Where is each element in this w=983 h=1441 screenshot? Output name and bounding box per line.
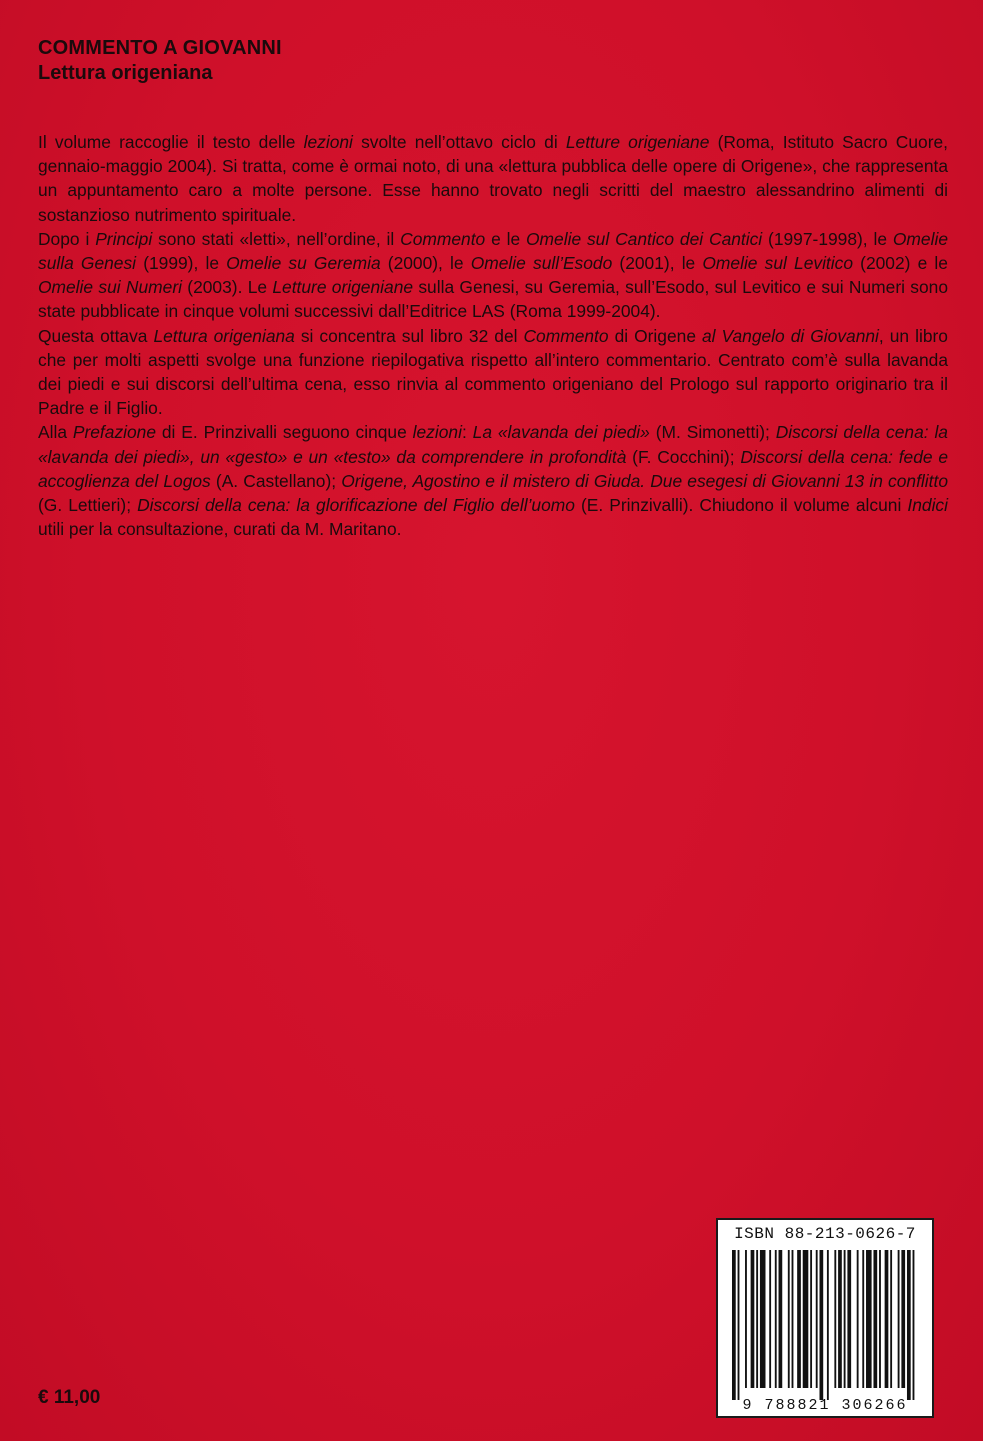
- text-run: sono stati «letti», nell’ordine, il: [152, 228, 401, 249]
- book-subtitle: Lettura origeniana: [38, 62, 213, 84]
- text-run: (1997-1998), le: [762, 228, 893, 249]
- text-run: (G. Lettieri);: [38, 495, 138, 516]
- italic-text-run: Letture origeniane: [565, 132, 710, 152]
- text-run: di E. Prinzivalli seguono cinque: [156, 422, 413, 443]
- italic-text-run: Origene, Agostino e il mistero di Giuda. Due esegesi di Giovanni 13 in conflitto: [341, 470, 948, 491]
- text-run: e le: [485, 228, 527, 249]
- text-run: (E. Prinzivalli). Chiudono il volume alcuni: [574, 495, 908, 516]
- italic-text-run: Lettura origeniana: [153, 325, 295, 346]
- price-label: € 11,00: [38, 1387, 101, 1408]
- book-title: COMMENTO A GIOVANNI: [38, 37, 282, 59]
- italic-text-run: Omelie sulla Genesi: [38, 228, 948, 274]
- italic-text-run: Discorsi della cena: la glorificazione del Figlio dell’uomo: [137, 495, 575, 516]
- text-run: sulla Genesi, su Geremia, sull’Esodo, sul Levitico e sui Numeri sono state pubblicate in cinque volumi successivi dall’Editrice LAS (Roma 1999-2004).: [38, 277, 948, 322]
- text-run: Il volume raccoglie il testo delle: [38, 132, 304, 152]
- italic-text-run: Indici: [907, 495, 948, 516]
- text-run: (Roma, Istituto Sacro Cuore, gennaio-maggio 2004). Si tratta, come è ormai noto, di una «lettura pubblica delle opere di Origene», che rappresenta un appuntamento caro a molte persone. Esse hanno trovato negli scritti del maestro alessandrino alimenti di sostanzioso nutrimento spirituale.: [38, 132, 948, 225]
- italic-text-run: Omelie sul Levitico: [702, 253, 853, 274]
- italic-text-run: lezioni: [303, 132, 353, 152]
- ean-digits: 9 788821 306266: [742, 1397, 908, 1414]
- text-run: (1999), le: [136, 253, 227, 274]
- barcode-label: [716, 1218, 934, 1418]
- text-run: Dopo i: [38, 228, 96, 249]
- text-run: si concentra sul libro 32 del: [294, 325, 524, 346]
- italic-text-run: Principi: [95, 228, 153, 249]
- italic-text-run: Omelie sull’Esodo: [470, 253, 613, 274]
- text-run: :: [461, 422, 473, 443]
- blurb-paragraph: [38, 420, 948, 541]
- blurb-paragraph: [38, 227, 948, 324]
- text-run: (2001), le: [612, 253, 703, 274]
- italic-text-run: Discorsi della cena: fede e accoglienza del Logos: [38, 446, 948, 491]
- text-run: (F. Cocchini);: [626, 446, 741, 467]
- italic-text-run: Letture origeniane: [272, 277, 414, 298]
- italic-text-run: Prefazione: [72, 422, 157, 443]
- italic-text-run: al Vangelo di Giovanni: [702, 325, 879, 346]
- blurb-paragraph: [38, 324, 948, 421]
- italic-text-run: Omelie su Geremia: [226, 253, 381, 274]
- italic-text-run: lezioni: [412, 422, 462, 443]
- title-block: [38, 36, 282, 86]
- text-run: Alla: [38, 422, 73, 443]
- italic-text-run: La «lavanda dei piedi»: [472, 422, 650, 443]
- text-run: utili per la consultazione, curati da M. Maritano.: [38, 519, 402, 540]
- italic-text-run: Commento: [400, 228, 486, 249]
- text-run: (A. Castellano);: [210, 470, 342, 491]
- text-run: , un libro che per molti aspetti svolge una funzione riepilogativa rispetto all’intero commentario. Centrato com’è sulla lavanda dei piedi e sui discorsi dell’ultima cena, esso rinvia al commento origeniano del Prologo sul rapporto originario tra il Padre e il Figlio.: [38, 325, 948, 419]
- text-run: Questa ottava: [38, 325, 154, 346]
- text-run: (2003). Le: [181, 277, 273, 298]
- italic-text-run: Commento: [523, 325, 609, 346]
- text-run: (2000), le: [380, 253, 471, 274]
- blurb-text: [38, 130, 948, 541]
- italic-text-run: Omelie sul Cantico dei Cantici: [526, 228, 763, 249]
- isbn-text: ISBN 88-213-0626-7: [734, 1225, 916, 1243]
- barcode-icon: [728, 1250, 924, 1400]
- text-run: di Origene: [608, 325, 702, 346]
- italic-text-run: Discorsi della cena: la «lavanda dei piedi», un «gesto» e un «testo» da comprendere in profondità: [38, 422, 948, 467]
- italic-text-run: Omelie sui Numeri: [38, 277, 182, 298]
- blurb-paragraph: [38, 130, 948, 227]
- text-run: (M. Simonetti);: [649, 422, 776, 443]
- text-run: svolte nell’ottavo ciclo di: [352, 132, 566, 152]
- text-run: (2002) e le: [853, 253, 948, 274]
